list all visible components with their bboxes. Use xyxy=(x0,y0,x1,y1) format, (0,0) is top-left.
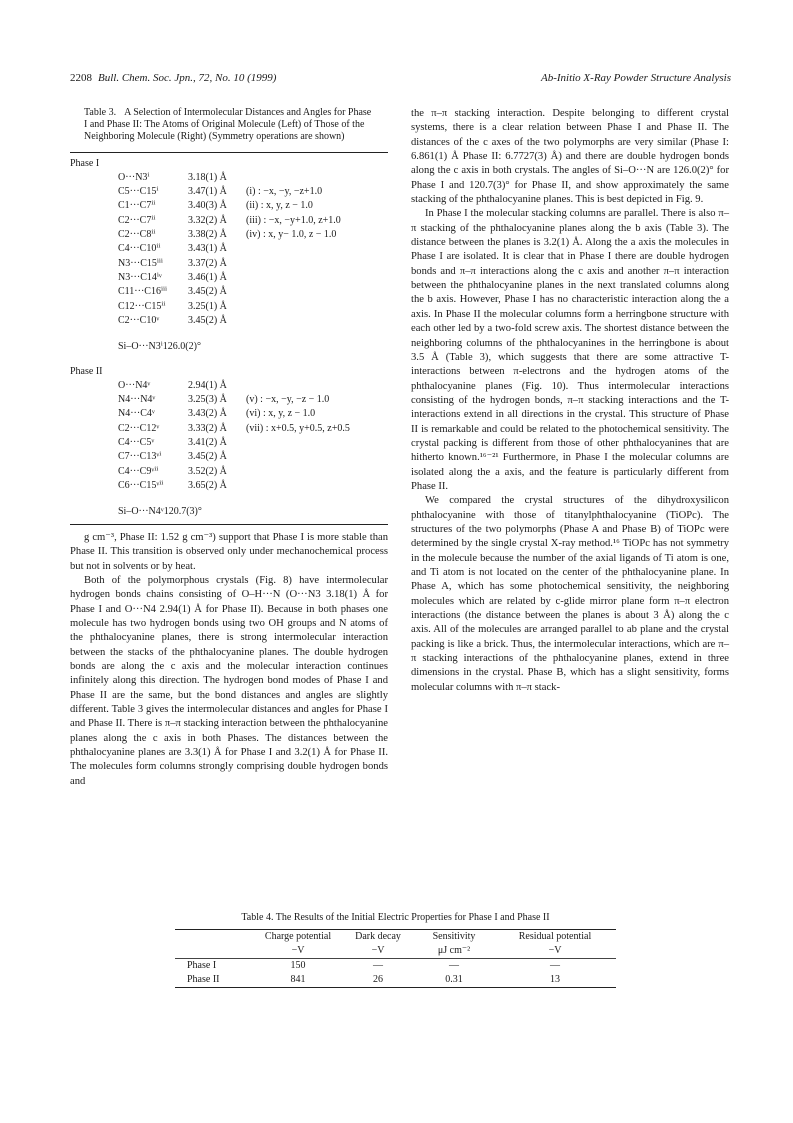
table4-unit-cell: −V xyxy=(548,945,562,956)
table3-phase1-angle-row xyxy=(70,340,388,354)
table3-distance-row xyxy=(70,242,388,256)
table3-pair-cell: C4···C5ᵛ xyxy=(118,437,155,449)
table3-dist-cell: 2.94(1) Å xyxy=(188,379,227,391)
table3-dist-cell: 3.25(3) Å xyxy=(188,394,227,406)
table3-dist-cell: 3.45(2) Å xyxy=(188,286,227,298)
table3-distance-row xyxy=(70,185,388,199)
table4-caption: Table 4. The Results of the Initial Electric Properties for Phase I and Phase II xyxy=(241,912,550,923)
table3-distance-row xyxy=(70,436,388,450)
page-number: 2208 xyxy=(70,72,92,84)
running-title: Ab-Initio X-Ray Powder Structure Analysis xyxy=(540,72,731,84)
table3-pair-cell: C1···C7ⁱⁱ xyxy=(118,200,156,212)
table3-pair-cell: C11···C16ⁱⁱⁱ xyxy=(118,286,167,298)
table3-dist-cell: 3.65(2) Å xyxy=(188,480,227,492)
table3-pair-cell: O···N4ᵛ xyxy=(118,379,151,391)
right-paragraph-3: We compared the crystal structures of the dihydroxysilicon phthalocyanine with those of titanylphthalocyanine (TiOPc). The structures of the two polymorphs (Phase A and Phase B) of TiOPc were determined by the single crystal X-ray method.¹⁶ TiOPc has not symmetry in the molecule because the number of the axial ligands of Ti atom is one, and Ti atom is not located on the center of the phthalocyanine plane. In Phase A, which has some photochemical sensitivity, the neighboring molecules which are related by c-glide mirror plane form π–π electron interactions (the distance between the planes is about 3 Å) along the c axis. All of the molecules are arranged parallel to ab plane and the crystal packing is like a brick. Thus, the intermolecular interactions, which are π–π stacking interactions of the phthalocyanine planes, extend in three dimensions in the crystal. Phase B, which has a slight sensitivity, forms molecular columns with π–π stack- xyxy=(411,495,729,693)
table3-dist-cell: 3.47(1) Å xyxy=(188,185,227,197)
spacer xyxy=(70,355,388,365)
table3-distance-row xyxy=(70,407,388,421)
left-paragraph-2: Both of the polymorphous crystals (Fig. 8) have intermolecular hydrogen bonds chains consisting of O–H···N (O···N3 3.18(1) Å for Phase I and O···N4 2.94(1) Å for Phase II). Because in both phases one molecule has two hydrogen bonds using two OH groups and N atoms of the phthalocyanine planes, there is strong intermolecular interaction between the stacks of the phthalocyanine planes. The double hydrogen bonds are along the c axis and the molecular interaction continues infinitely along this direction. The hydrogen bond modes of Phase I and Phase II are the same, but the bond distances and angles are slightly different. Table 3 gives the intermolecular distances and angles for Phase I and Phase II. There is π–π stacking interaction between the phthalocyanine planes along the c axis in both Phases. The distances between the phthalocyanine planes are 3.3(1) Å for Phase I and 3.2(1) Å for Phase II. The molecules form columns strongly comprising double hydrogen bonds and xyxy=(70,574,388,787)
table3-distance-row xyxy=(70,450,388,464)
table3-sym-cell: (vi) : x, y, z − 1.0 xyxy=(246,408,316,420)
table3-sym-cell: (iii) : −x, −y+1.0, z+1.0 xyxy=(246,214,341,226)
table3-caption-text: A Selection of Intermolecular Distances and Angles for Phase I and Phase II: The Atoms of Original Molecule (Left) of Those of the Neighboring Molecule (Right) (Symmetry operations are shown) xyxy=(84,107,372,143)
spacer xyxy=(70,328,388,340)
table3-distance-row xyxy=(70,171,388,185)
table3-sym-cell: (vii) : x+0.5, y+0.5, z+0.5 xyxy=(246,422,350,434)
table3-distance-row xyxy=(70,199,388,213)
table3-dist-cell: 3.46(1) Å xyxy=(188,272,227,284)
table3-distance-row xyxy=(70,314,388,328)
table4-cell: 841 xyxy=(290,974,306,985)
table3-phase2-angle: Si–O···N4ᵛ120.7(3)° xyxy=(118,506,202,518)
table3-pair-cell: C2···C12ᵛ xyxy=(118,422,160,434)
table3 xyxy=(70,152,388,525)
table4-unit-cell: −V xyxy=(371,945,385,956)
table3-pair-cell: C12···C15ⁱⁱ xyxy=(118,300,166,312)
table3-phase2-angle-row xyxy=(70,505,388,519)
table3-pair-cell: C4···C10ⁱⁱ xyxy=(118,243,161,255)
table4-cell: 150 xyxy=(290,960,306,971)
table4-unit-cell: μJ cm⁻² xyxy=(437,945,471,956)
table4-header-cell: Sensitivity xyxy=(432,931,476,942)
table4-cell: — xyxy=(373,960,383,971)
table3-distance-row xyxy=(70,422,388,436)
table3-phase1-rows xyxy=(70,171,388,329)
right-column xyxy=(411,107,729,695)
table3-pair-cell: N4···C4ᵛ xyxy=(118,408,155,420)
table3-pair-cell: C7···C13ᵛⁱ xyxy=(118,451,162,463)
table4-cell: — xyxy=(550,960,560,971)
table3-distance-row xyxy=(70,300,388,314)
table4-header-cell: Dark decay xyxy=(355,931,401,942)
table3-dist-cell: 3.37(2) Å xyxy=(188,257,227,269)
table3-dist-cell: 3.52(2) Å xyxy=(188,465,227,477)
table3-sym-cell: (iv) : x, y− 1.0, z − 1.0 xyxy=(246,228,337,240)
table3-distance-row xyxy=(70,379,388,393)
table3-distance-row xyxy=(70,479,388,493)
table4-cell: 13 xyxy=(550,974,560,985)
table3-dist-cell: 3.45(2) Å xyxy=(188,315,227,327)
table4-grid xyxy=(175,929,616,988)
table3-sym-cell: (i) : −x, −y, −z+1.0 xyxy=(246,185,323,197)
table3-dist-cell: 3.25(1) Å xyxy=(188,300,227,312)
table3-dist-cell: 3.18(1) Å xyxy=(188,171,227,183)
table4-header-row xyxy=(175,930,616,944)
table4-cell: 0.31 xyxy=(445,974,463,985)
table3-dist-cell: 3.43(1) Å xyxy=(188,243,227,255)
right-paragraph-2: In Phase I the molecular stacking columns are parallel. There is also π–π stacking of the phthalocyanine planes along the b axis (Table 3). The distance between the planes is 3.2(1) Å. Along the a axis the molecules in Phase I are isolated. It is clear that in Phase I there are double hydrogen bonds and π–π interactions along the c axis and another π–π interaction between the phthalocyanine planes in the next translated columns along the b axis. However, Phase I has no characteristic interaction along the a axis. In Phase II the molecular columns form a herringbone structure with each other led by a two-fold screw axis. The shortest distance between the neighboring columns of the phthalocyanines in the herringbone is about 3.5 Å (Table 3), which suggests that there are some attractive T-interactions between π-electrons and the hydrogen atoms of the phthalocyanine planes (Fig. 10). Thus intermolecular interactions consisting of the hydrogen bonds, π–π stacking interactions and the T-interactions extend in all directions in the crystal. This structure of Phase II is remarkable and could be related to the photochemical sensitivity. The crystal packing is different from those of other phthalocyanines that are hitherto known.¹⁶⁻²¹ Furthermore, in Phase I the molecular columns are isolated along the a axis, and the feature is particularly different from Phase II. xyxy=(411,208,729,492)
table3-pair-cell: N4···N4ᵛ xyxy=(118,394,156,406)
spacer xyxy=(70,493,388,505)
table4-row xyxy=(175,959,616,973)
table3-pair-cell: C2···C10ᵛ xyxy=(118,315,160,327)
left-column xyxy=(70,107,388,789)
table3-dist-cell: 3.38(2) Å xyxy=(188,228,227,240)
table3-pair-cell: C4···C9ᵛⁱⁱ xyxy=(118,465,159,477)
table3-sym-cell: (v) : −x, −y, −z − 1.0 xyxy=(246,394,330,406)
table4-cell: Phase I xyxy=(187,960,217,971)
table3-phase1-label: Phase I xyxy=(70,157,100,169)
table4-cell: Phase II xyxy=(187,974,220,985)
table3-pair-cell: C2···C8ⁱⁱ xyxy=(118,228,156,240)
table3-distance-row xyxy=(70,285,388,299)
table4-units-row xyxy=(175,944,616,958)
table3-distance-row xyxy=(70,393,388,407)
table3-sym-cell: (ii) : x, y, z − 1.0 xyxy=(246,200,313,212)
table3-dist-cell: 3.43(2) Å xyxy=(188,408,227,420)
table3-dist-cell: 3.41(2) Å xyxy=(188,437,227,449)
table3-distance-row xyxy=(70,257,388,271)
table4-cell: — xyxy=(449,960,459,971)
table3-pair-cell: C6···C15ᵛⁱⁱ xyxy=(118,480,164,492)
table3-dist-cell: 3.33(2) Å xyxy=(188,422,227,434)
table3-caption-lead: Table 3. xyxy=(84,107,117,118)
table4-cell: 26 xyxy=(373,974,383,985)
table3-distance-row xyxy=(70,228,388,242)
table3-phase2-rows xyxy=(70,379,388,494)
table4-unit-cell: −V xyxy=(291,945,305,956)
table3-pair-cell: N3···C14ⁱᵛ xyxy=(118,272,162,284)
header-left xyxy=(70,72,276,84)
table3-caption xyxy=(84,107,374,144)
table3-pair-cell: C2···C7ⁱⁱ xyxy=(118,214,156,226)
left-paragraph-1: g cm⁻³, Phase II: 1.52 g cm⁻³) support that Phase I is more stable than Phase II. This transition is observed only under mechanochemical process but not in solvents or by heat. xyxy=(70,531,388,572)
table4-row xyxy=(175,973,616,987)
table3-pair-cell: C5···C15ⁱ xyxy=(118,185,159,197)
table3-phase1-angle: Si–O···N3ⁱ126.0(2)° xyxy=(118,341,201,353)
table3-distance-row xyxy=(70,271,388,285)
table3-distance-row xyxy=(70,465,388,479)
table3-phase2-label: Phase II xyxy=(70,365,103,377)
table3-dist-cell: 3.32(2) Å xyxy=(188,214,227,226)
journal-citation: Bull. Chem. Soc. Jpn., 72, No. 10 (1999) xyxy=(98,72,277,84)
table3-dist-cell: 3.45(2) Å xyxy=(188,451,227,463)
table3-pair-cell: O···N3ⁱ xyxy=(118,171,150,183)
table4 xyxy=(175,912,616,988)
table4-header-cell: Charge potential xyxy=(264,931,332,942)
table4-header-cell: Residual potential xyxy=(518,931,592,942)
table3-pair-cell: N3···C15ⁱⁱⁱ xyxy=(118,257,163,269)
right-paragraph-1: the π–π stacking interaction. Despite belonging to different crystal systems, there is a clear relation between Phase I and Phase II. The distances of the c axes of the two polymorphs are very similar (Phase I: 6.861(1) Å Phase II: 6.7727(3) Å) and there are double hydrogen bonds along the c axis in both crystals. The angles of Si–O···N are 126.0(2)° for Phase I and 120.7(3)° for Phase II, and show approximately the same stacking of the phthalocyanine planes. This is best depicted in Fig. 9. xyxy=(411,108,729,206)
table3-dist-cell: 3.40(3) Å xyxy=(188,200,227,212)
table3-distance-row xyxy=(70,214,388,228)
